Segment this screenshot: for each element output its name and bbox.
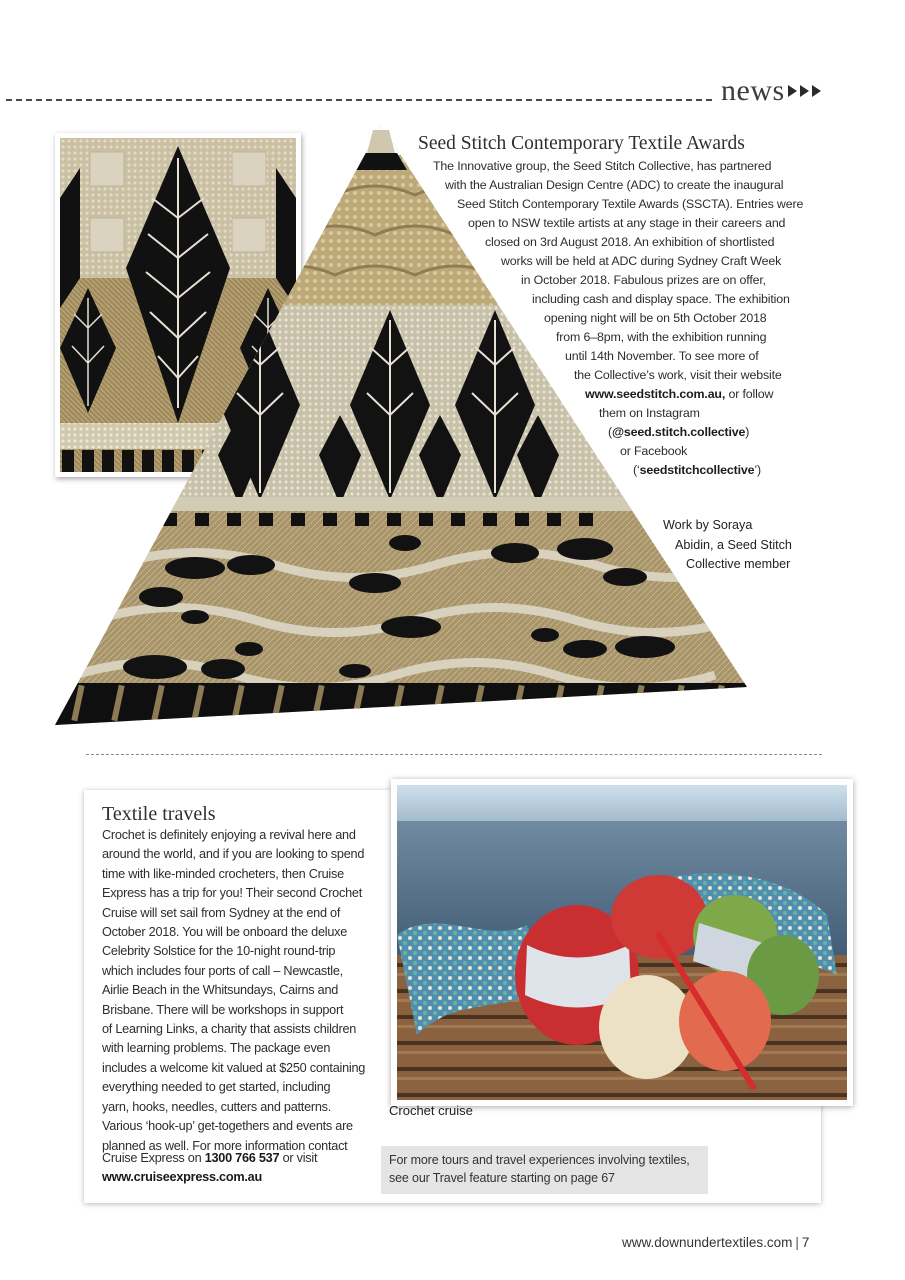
quote-open: (‘ [633, 463, 640, 477]
quote-close: ’) [754, 463, 761, 477]
awards-title: Seed Stitch Contemporary Textile Awards [418, 133, 745, 154]
arrow-right-icon [787, 83, 823, 99]
awards-text-line: open to NSW textile artists at any stage in their careers and [468, 216, 786, 230]
instagram-line [608, 423, 749, 442]
awards-text-line: The Innovative group, the Seed Stitch Collective, has partnered [433, 159, 772, 173]
footer-separator: | [795, 1235, 799, 1250]
instagram-intro: them on Instagram [599, 406, 700, 420]
artwork-caption-line: Work by Soraya [663, 518, 753, 532]
awards-text-line: opening night will be on 5th October 2018 [544, 311, 767, 325]
awards-text-line: from 6–8pm, with the exhibition running [556, 330, 767, 344]
travels-website-line [102, 1170, 262, 1184]
contact-suffix: or visit [279, 1151, 318, 1165]
awards-text-line: Seed Stitch Contemporary Textile Awards (SSCTA). Entries were [457, 197, 804, 211]
footer-url[interactable]: www.downundertextiles.com [622, 1235, 793, 1250]
facebook-handle-link[interactable]: seedstitchcollective [639, 463, 755, 477]
instagram-handle-link[interactable]: @seed.stitch.collective [611, 425, 746, 439]
page-footer [622, 1235, 809, 1250]
yarn-photo-caption: Crochet cruise [389, 1103, 473, 1118]
awards-text-line: including cash and display space. The exhibition [532, 292, 790, 306]
paren-open: ( [608, 425, 612, 439]
facebook-line [633, 461, 761, 480]
travel-note-line: see our Travel feature starting on page 67 [389, 1171, 615, 1185]
travels-body: Crochet is definitely enjoying a revival here and around the world, and if you are looking to spend time with like-minded crocheters, then Cruise Express has a trip for you! Their second Crochet Cruise will set sail from Sydney at the end of October 2018. You will be onboard the deluxe Celebrity Solstice for the 10-night round-trip which includes four ports of call – Newcastle, Airlie Beach in the Whitsundays, Cairns and Brisbane. There will be workshops in support of Learning Links, a charity that assists children with learning problems. The package even includes a welcome kit valued at $250 containing everything needed to get started, including yarn, hooks, needles, cutters and patterns. Various ‘hook-up’ get-togethers and events are planned as well. For more information contact [102, 828, 366, 1153]
travel-note-line: For more tours and travel experiences involving textiles, [389, 1153, 690, 1167]
travels-title: Textile travels [102, 803, 216, 825]
header-dashed-rule [6, 99, 712, 101]
crochet-yarn-photo [391, 779, 853, 1106]
travels-contact-line [102, 1151, 317, 1165]
awards-text-line: in October 2018. Fabulous prizes are on offer, [521, 273, 766, 287]
awards-text-line [585, 385, 773, 404]
follow-text: or follow [725, 387, 774, 401]
phone-number[interactable]: 1300 766 537 [204, 1151, 280, 1165]
awards-text-line: the Collective’s work, visit their website [574, 368, 782, 382]
section-label: news [721, 74, 785, 107]
section-divider [86, 754, 822, 755]
awards-text-line: closed on 3rd August 2018. An exhibition of shortlisted [485, 235, 775, 249]
facebook-intro: or Facebook [620, 444, 688, 458]
artwork-caption-line: Abidin, a Seed Stitch [675, 538, 792, 552]
awards-text-line: with the Australian Design Centre (ADC) to create the inaugural [445, 178, 784, 192]
page-number: 7 [801, 1235, 810, 1250]
awards-text-line: until 14th November. To see more of [565, 349, 759, 363]
paren-close: ) [745, 425, 750, 439]
artwork-caption-line: Collective member [686, 557, 791, 571]
contact-prefix: Cruise Express on [102, 1151, 205, 1165]
travel-note-box [381, 1146, 708, 1194]
seedstitch-website-link[interactable]: www.seedstitch.com.au, [585, 387, 726, 401]
awards-text-line: works will be held at ADC during Sydney Craft Week [501, 254, 782, 268]
cruiseexpress-website-link[interactable]: www.cruiseexpress.com.au [102, 1170, 262, 1184]
